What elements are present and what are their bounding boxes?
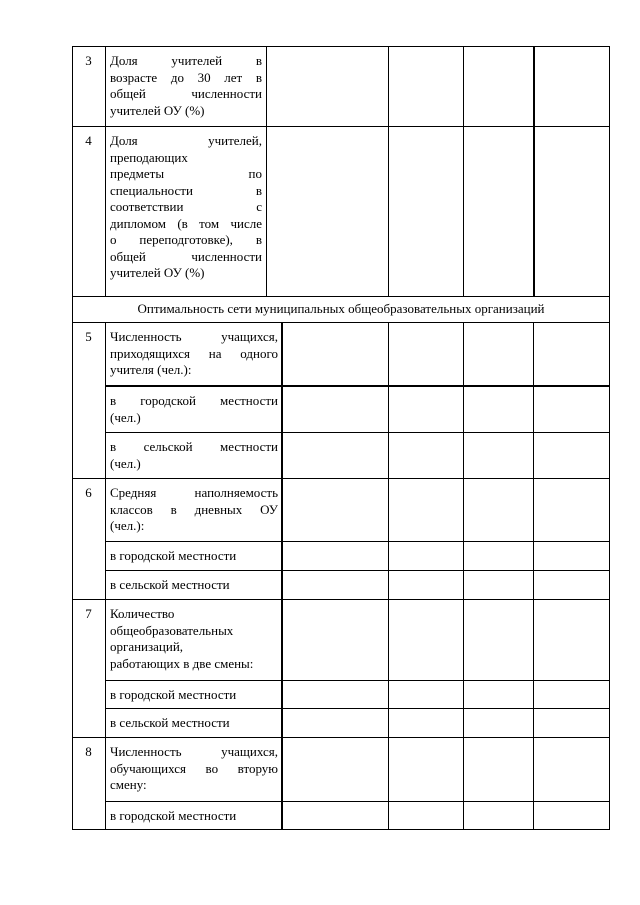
row-separator (72, 478, 610, 479)
column-divider (281, 322, 283, 830)
text-line: смену: (110, 777, 147, 792)
indicator-text (110, 393, 278, 426)
row-separator (72, 737, 610, 738)
row-separator (105, 801, 610, 802)
row-number: 5 (85, 329, 92, 344)
table-right-border (609, 46, 610, 830)
row-number: 7 (85, 606, 92, 621)
row-separator (105, 541, 610, 542)
column-divider (388, 46, 389, 296)
column-divider (105, 322, 106, 830)
row-separator (72, 322, 610, 323)
text-line: приходящихся на одного (110, 345, 278, 361)
text-line: общей численности (110, 86, 262, 101)
indicator-text (110, 744, 278, 794)
row-separator (105, 432, 610, 433)
text-line: Средняя наполняемость (110, 485, 278, 500)
text-line: общеобразовательных (110, 622, 234, 638)
indicator-text (110, 485, 278, 535)
column-divider (266, 46, 267, 296)
indicator-text (110, 329, 278, 379)
text-line: Доля учителей в (110, 53, 262, 68)
text-line: в городской местности (110, 808, 237, 823)
row-separator (105, 385, 610, 387)
text-line: в сельской местности (110, 439, 278, 454)
table-left-border (72, 46, 73, 830)
table-top-border (72, 46, 610, 47)
row-number: 3 (85, 53, 92, 68)
text-line: в городской местности (110, 393, 278, 408)
row-separator (72, 126, 610, 127)
indicator-text (110, 133, 262, 282)
indicator-text (110, 715, 278, 732)
text-line: о переподготовке), в (110, 232, 262, 247)
text-line: общей численности (110, 248, 262, 264)
column-divider (463, 46, 464, 296)
text-line: Доля учителей, (110, 133, 262, 148)
text-line: учителей ОУ (%) (110, 102, 205, 118)
column-divider (533, 46, 535, 296)
indicator-text (110, 606, 278, 672)
text-line: работающих в две смены: (110, 655, 254, 671)
row-separator (72, 599, 610, 600)
indicator-text (110, 808, 278, 825)
text-line: организаций, (110, 639, 184, 654)
row-number: 4 (85, 133, 92, 148)
table-bottom-border (72, 829, 610, 830)
text-line: обучающихся во вторую (110, 760, 278, 776)
text-line: классов в дневных ОУ (110, 501, 278, 517)
text-line: (чел.): (110, 518, 145, 533)
text-line: предметы по (110, 166, 262, 181)
row-separator (105, 570, 610, 571)
text-line: Численность учащихся, (110, 744, 278, 759)
column-divider (533, 322, 534, 830)
text-line: в сельской местности (110, 715, 230, 730)
indicator-text (110, 53, 262, 119)
row-number: 6 (85, 485, 92, 500)
text-line: в сельской местности (110, 577, 230, 592)
text-line: Численность учащихся, (110, 329, 278, 344)
row-separator (105, 708, 610, 709)
indicator-text (110, 548, 278, 565)
text-line: преподающих (110, 149, 188, 165)
section-heading: Оптимальность сети муниципальных общеобразовательных организаций (137, 301, 545, 316)
text-line: Количество (110, 606, 175, 621)
text-line: дипломом (в том числе (110, 215, 262, 231)
text-line: специальности в (110, 182, 262, 198)
row-separator (105, 680, 610, 681)
indicator-text (110, 687, 278, 704)
text-line: учителей ОУ (%) (110, 265, 205, 280)
text-line: (чел.) (110, 409, 141, 425)
row-number: 8 (85, 744, 92, 759)
text-line: (чел.) (110, 455, 141, 471)
column-divider (463, 322, 464, 830)
indicator-text (110, 439, 278, 472)
text-line: возрасте до 30 лет в (110, 69, 262, 85)
indicator-text (110, 577, 278, 594)
column-divider (388, 322, 389, 830)
column-divider (105, 46, 106, 296)
text-line: в городской местности (110, 548, 237, 563)
text-line: в городской местности (110, 687, 237, 702)
text-line: учителя (чел.): (110, 362, 192, 377)
text-line: соответствии с (110, 199, 262, 214)
